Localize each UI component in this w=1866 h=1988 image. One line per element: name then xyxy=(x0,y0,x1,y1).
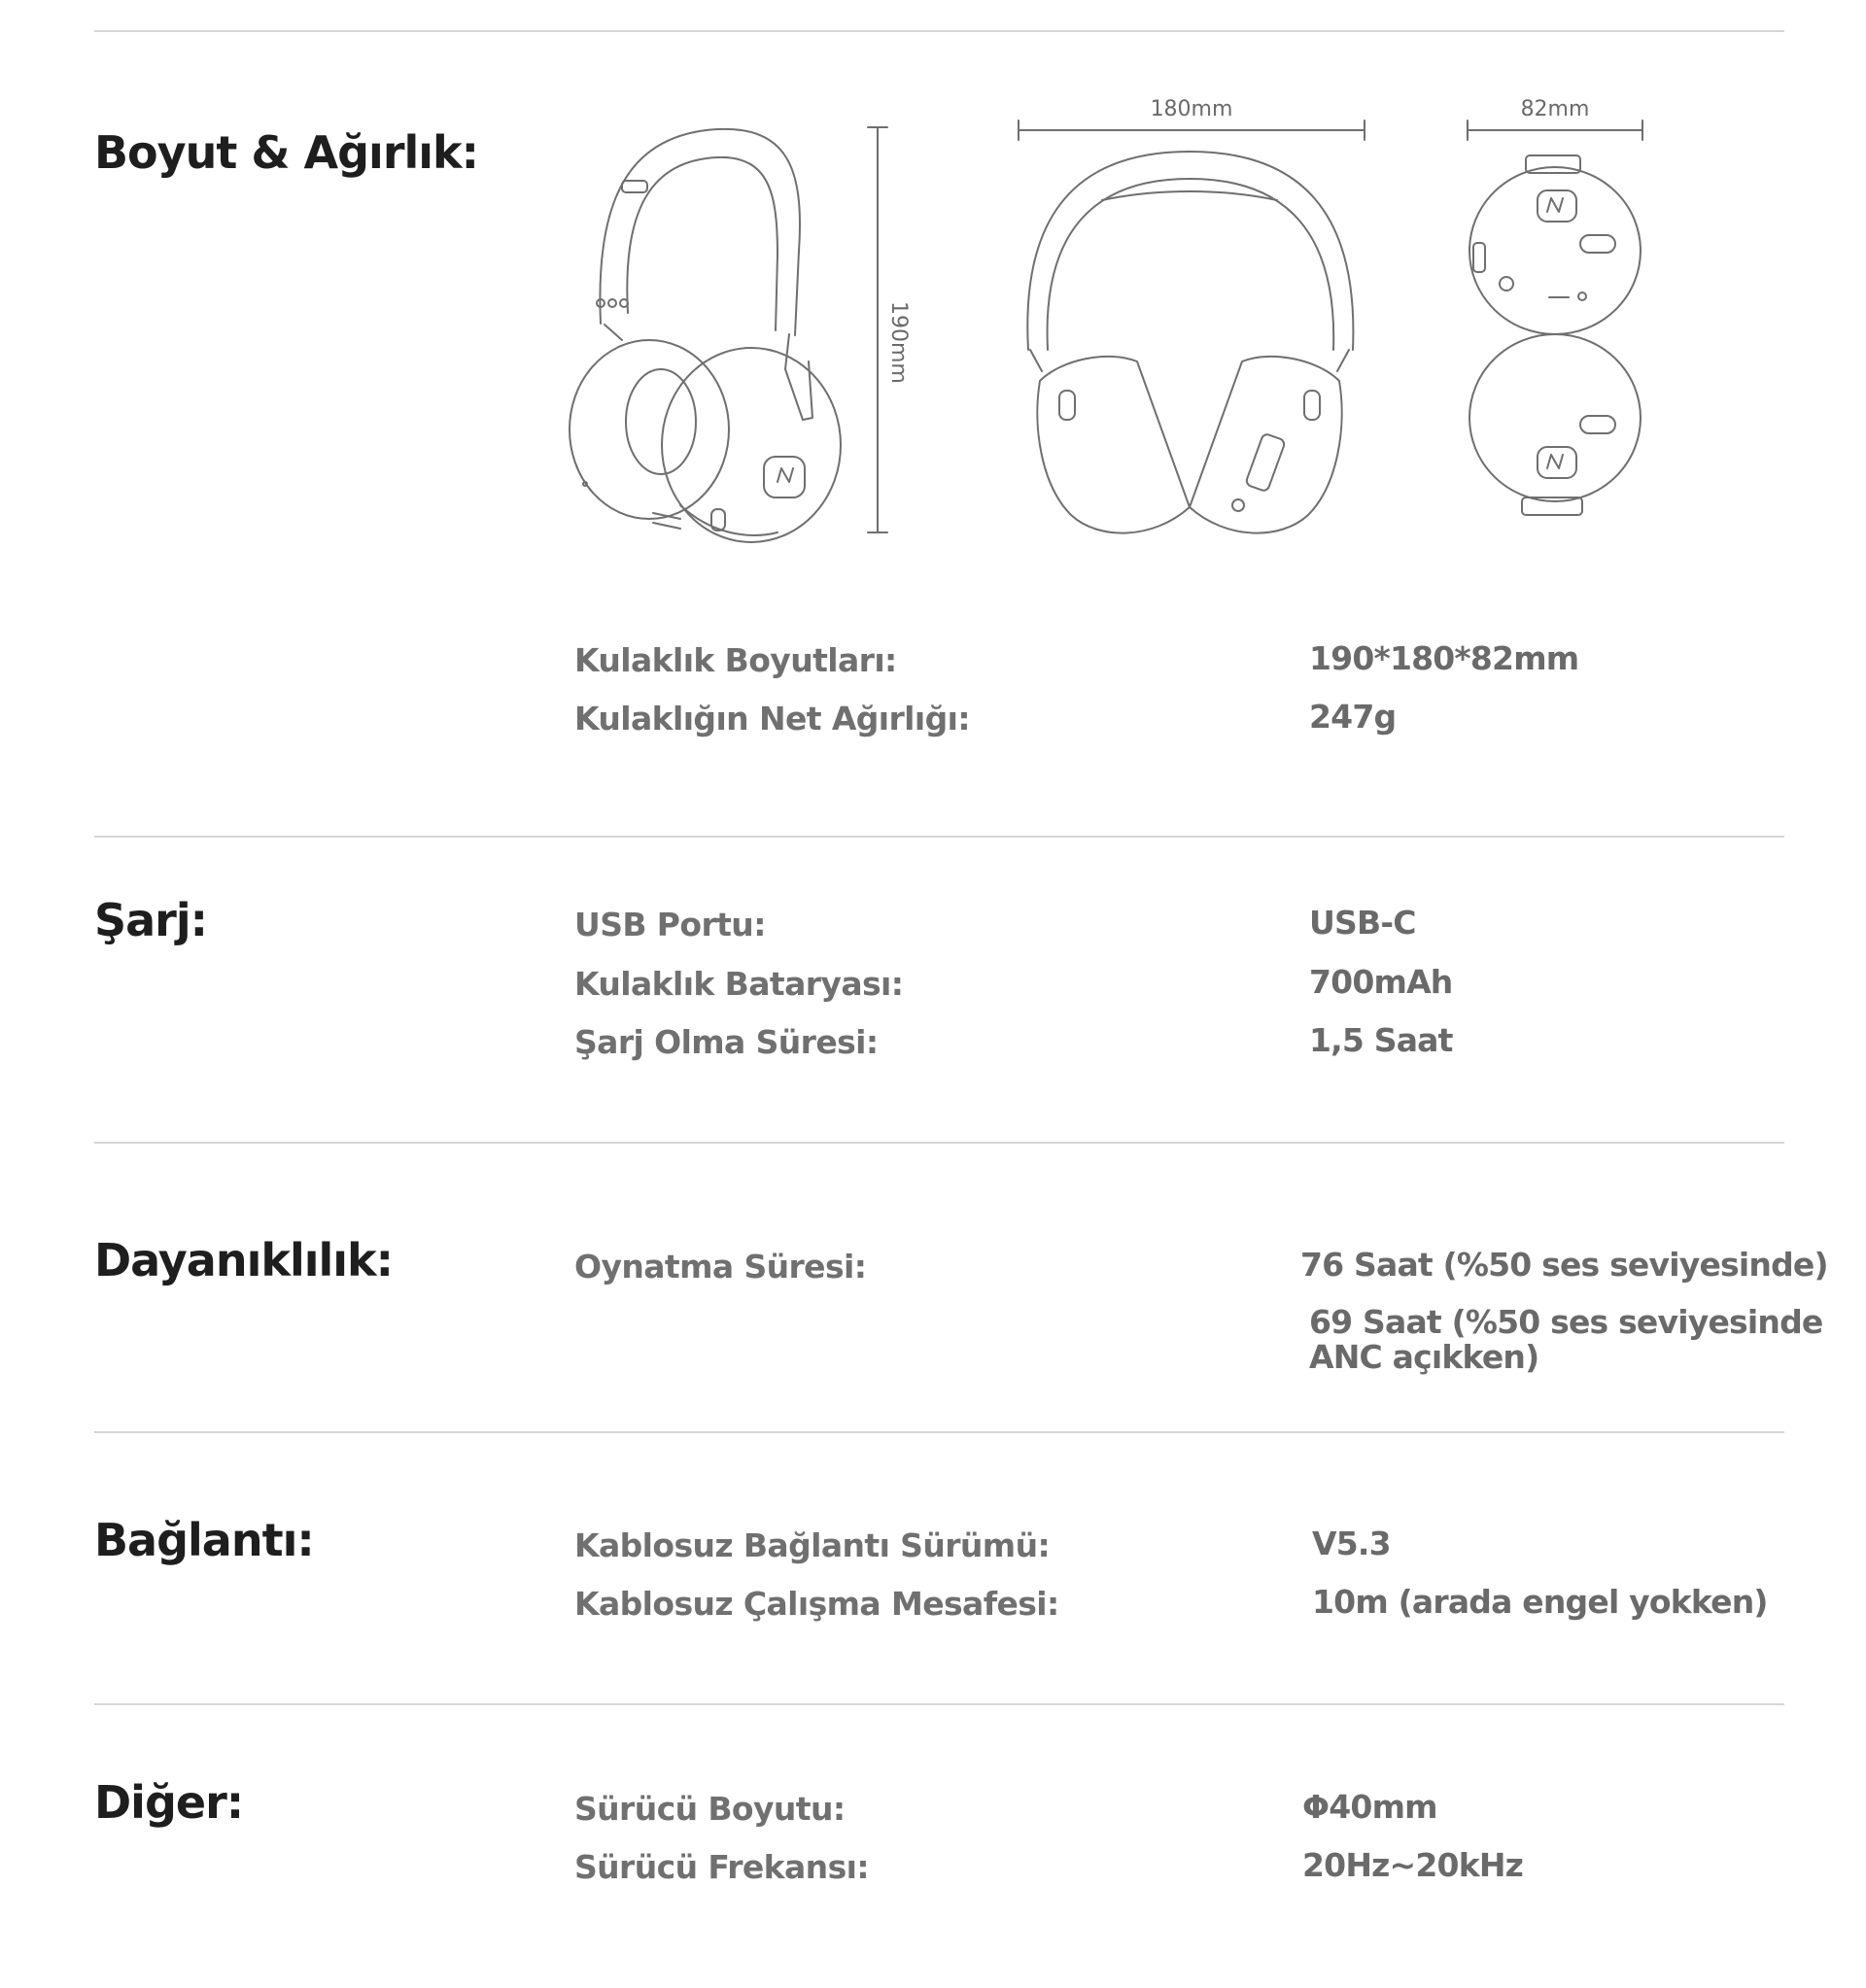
label-wireless-version: Kablosuz Bağlantı Sürümü: xyxy=(574,1526,1051,1564)
value-playback-time: 76 Saat (%50 ses seviyesinde) xyxy=(1300,1246,1828,1284)
headphone-angled-view xyxy=(570,129,841,542)
label-wireless-range: Kablosuz Çalışma Mesafesi: xyxy=(574,1585,1059,1623)
section-title-durability: Dayanıklılık: xyxy=(94,1234,394,1286)
headphone-dimension-illustrations xyxy=(0,0,1866,583)
value-wireless-version: V5.3 xyxy=(1312,1525,1391,1562)
headphone-front-view xyxy=(1027,152,1353,533)
label-usb-port: USB Portu: xyxy=(574,906,766,943)
value-wireless-range: 10m (arada engel yokken) xyxy=(1312,1583,1768,1621)
height-dimension-line xyxy=(868,127,887,532)
section-title-other: Diğer: xyxy=(94,1776,244,1829)
label-charging-time: Şarj Olma Süresi: xyxy=(574,1023,879,1061)
label-driver-frequency: Sürücü Frekansı: xyxy=(574,1848,869,1886)
label-battery: Kulaklık Bataryası: xyxy=(574,965,904,1003)
section-title-connection: Bağlantı: xyxy=(94,1514,314,1566)
value-charging-time: 1,5 Saat xyxy=(1309,1021,1453,1059)
divider-connection xyxy=(94,1431,1784,1433)
value-usb-port: USB-C xyxy=(1309,904,1416,942)
divider-durability xyxy=(94,1142,1784,1144)
depth-dimension-label: 82mm xyxy=(1520,97,1590,121)
width-dimension-line xyxy=(1019,120,1365,140)
divider-other xyxy=(94,1703,1784,1705)
value-net-weight: 247g xyxy=(1309,698,1397,736)
headphone-side-view xyxy=(1469,155,1641,515)
label-playback-time: Oynatma Süresi: xyxy=(574,1248,867,1285)
value-battery: 700mAh xyxy=(1309,963,1453,1001)
divider-charging xyxy=(94,836,1784,838)
section-title-charging: Şarj: xyxy=(94,894,208,946)
height-dimension-label: 190mm xyxy=(886,301,911,384)
value-driver-size: Φ40mm xyxy=(1302,1788,1437,1826)
label-driver-size: Sürücü Boyutu: xyxy=(574,1790,846,1828)
label-headphone-dimensions: Kulaklık Boyutları: xyxy=(574,641,897,679)
width-dimension-label: 180mm xyxy=(1150,97,1233,121)
depth-dimension-line xyxy=(1468,120,1642,140)
value-driver-frequency: 20Hz~20kHz xyxy=(1302,1846,1524,1884)
value-playback-time-anc-line2: ANC açıkken) xyxy=(1309,1338,1539,1376)
value-headphone-dimensions: 190*180*82mm xyxy=(1309,639,1579,677)
value-playback-time-anc-line1: 69 Saat (%50 ses seviyesinde xyxy=(1309,1303,1823,1341)
section-title-size-weight: Boyut & Ağırlık: xyxy=(94,126,479,179)
label-net-weight: Kulaklığın Net Ağırlığı: xyxy=(574,700,970,737)
